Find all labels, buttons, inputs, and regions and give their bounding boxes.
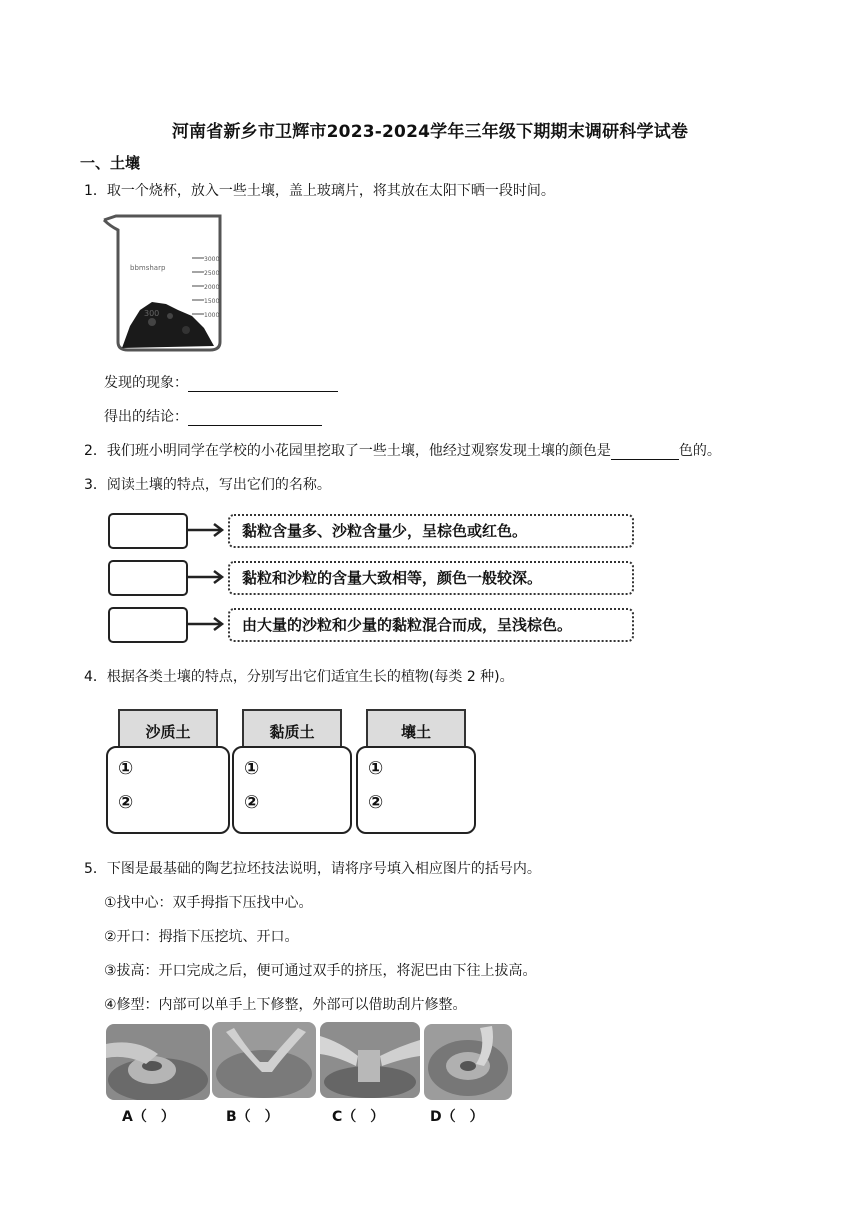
pottery-photo-b bbox=[212, 1022, 316, 1098]
beaker-mark: 2000 bbox=[204, 284, 220, 291]
marker-2: ② bbox=[118, 792, 134, 813]
beaker-brand: bbmsharp bbox=[130, 264, 166, 272]
photo-label-a[interactable]: A（ ） bbox=[122, 1109, 175, 1125]
beaker-mark: 1500 bbox=[204, 298, 220, 305]
photo-label-d[interactable]: D（ ） bbox=[430, 1109, 484, 1125]
category-tab-clay: 黏质土 bbox=[242, 709, 342, 751]
page-title: 河南省新乡市卫辉市2023-2024学年三年级下期期末调研科学试卷 bbox=[171, 122, 689, 142]
step-4: ④修型：内部可以单手上下修整，外部可以借助刮片修整。 bbox=[104, 997, 467, 1013]
soil-description-2: 黏粒和沙粒的含量大致相等，颜色一般较深。 bbox=[228, 561, 634, 595]
marker-1: ① bbox=[368, 758, 384, 779]
soil-description-3: 由大量的沙粒和少量的黏粒混合而成，呈浅棕色。 bbox=[228, 608, 634, 642]
beaker-side-mark: 300 bbox=[144, 309, 160, 318]
beaker-mark: 3000 bbox=[204, 256, 220, 263]
step-1: ①找中心：双手拇指下压找中心。 bbox=[104, 895, 313, 911]
phenomenon-answer-blank[interactable] bbox=[188, 377, 338, 392]
phenomenon-line bbox=[104, 372, 338, 392]
soil-description-1: 黏粒含量多、沙粒含量少，呈棕色或红色。 bbox=[228, 514, 634, 548]
question-4: 4．根据各类土壤的特点，分别写出它们适宜生长的植物(每类 2 种)。 bbox=[84, 669, 514, 685]
soil-name-box-3[interactable] bbox=[108, 607, 188, 643]
step-3: ③拔高：开口完成之后，便可通过双手的挤压，将泥巴由下往上拔高。 bbox=[104, 963, 537, 979]
conclusion-line bbox=[104, 406, 322, 426]
marker-1: ① bbox=[244, 758, 260, 779]
phenomenon-label: 发现的现象： bbox=[104, 375, 188, 391]
beaker-mark: 2500 bbox=[204, 270, 220, 277]
soil-name-box-2[interactable] bbox=[108, 560, 188, 596]
conclusion-label: 得出的结论： bbox=[104, 409, 188, 425]
question-2 bbox=[84, 440, 721, 460]
question-2-suffix: 色的。 bbox=[678, 443, 721, 459]
pottery-photo-c bbox=[320, 1022, 420, 1098]
color-answer-blank[interactable] bbox=[611, 445, 679, 460]
conclusion-answer-blank[interactable] bbox=[188, 411, 322, 426]
marker-1: ① bbox=[118, 758, 134, 779]
beaker-mark: 1000 bbox=[204, 312, 220, 319]
category-tab-loam: 壤土 bbox=[366, 709, 466, 751]
arrow-icons bbox=[188, 515, 230, 641]
section-heading: 一、土壤 bbox=[80, 154, 141, 172]
soil-name-box-1[interactable] bbox=[108, 513, 188, 549]
marker-2: ② bbox=[368, 792, 384, 813]
question-1: 1．取一个烧杯，放入一些土壤，盖上玻璃片，将其放在太阳下晒一段时间。 bbox=[84, 183, 555, 199]
question-3: 3．阅读土壤的特点，写出它们的名称。 bbox=[84, 477, 331, 493]
question-2-text: 2．我们班小明同学在学校的小花园里挖取了一些土壤，他经过观察发现土壤的颜色是 bbox=[84, 443, 611, 459]
beaker-image bbox=[100, 210, 232, 356]
question-5: 5．下图是最基础的陶艺拉坯技法说明，请将序号填入相应图片的括号内。 bbox=[84, 861, 541, 877]
photo-label-b[interactable]: B（ ） bbox=[226, 1109, 279, 1125]
pottery-photo-d bbox=[424, 1024, 512, 1100]
pottery-photo-a bbox=[106, 1024, 210, 1100]
marker-2: ② bbox=[244, 792, 260, 813]
photo-label-c[interactable]: C（ ） bbox=[332, 1109, 385, 1125]
category-tab-sandy: 沙质土 bbox=[118, 709, 218, 751]
step-2: ②开口：拇指下压挖坑、开口。 bbox=[104, 929, 299, 945]
